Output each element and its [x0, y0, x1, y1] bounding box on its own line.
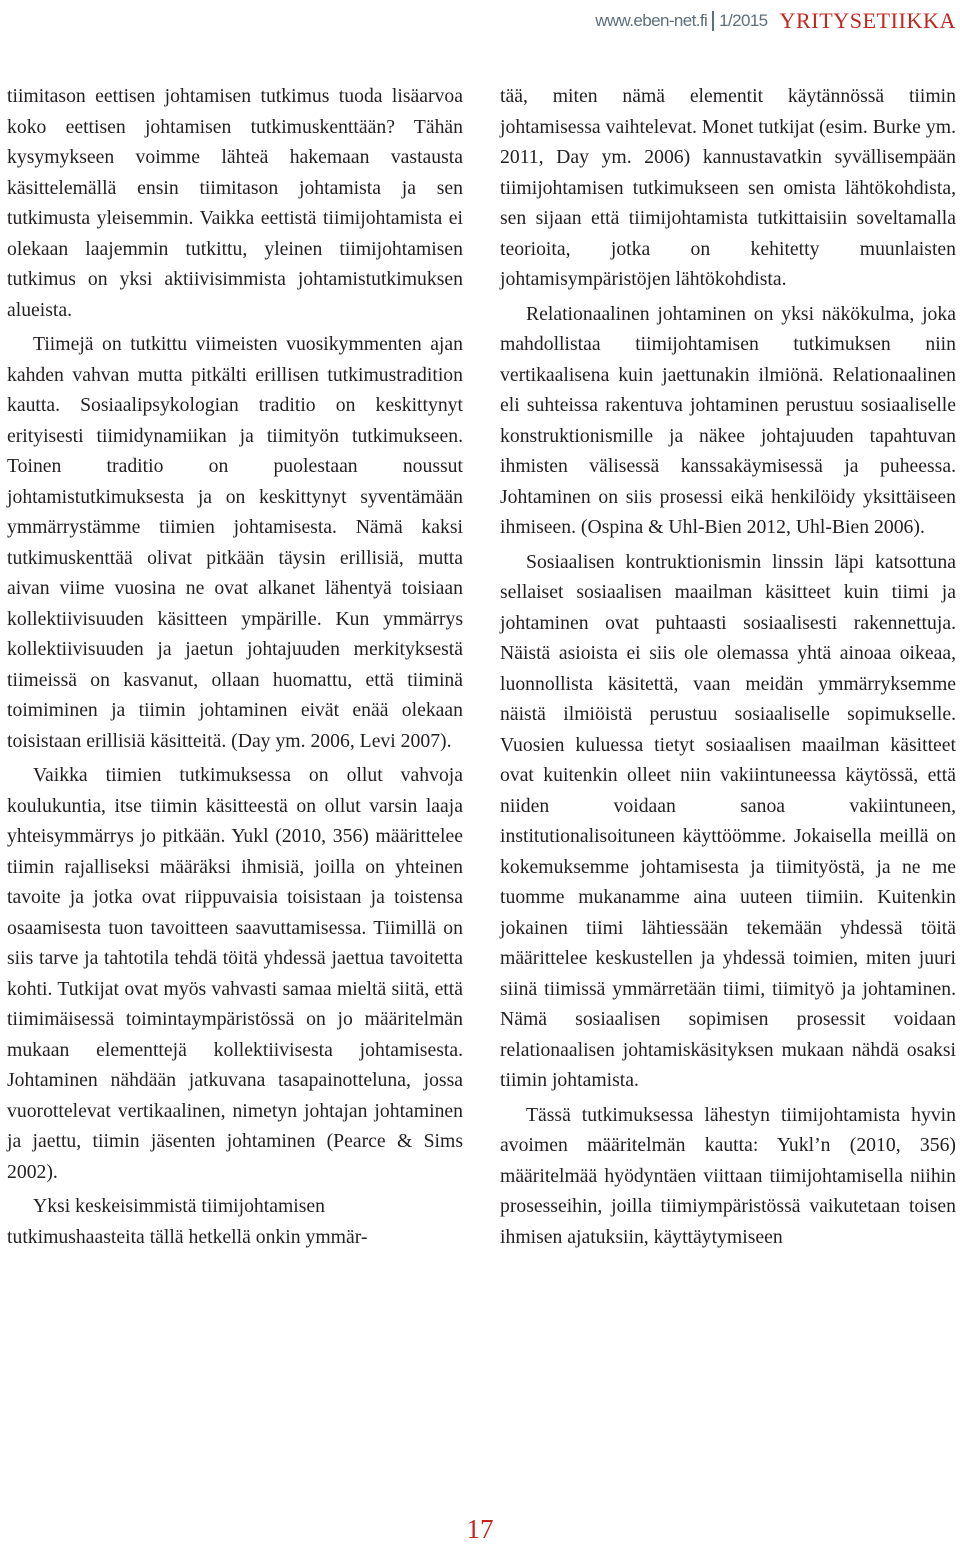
left-paragraph-4: Yksi keskeisimmistä tiimijohtamisen tutkimushaasteita tällä hetkellä onkin ymmär-	[7, 1195, 368, 1248]
left-column	[7, 81, 463, 1252]
right-paragraph-4: Tässä tutkimuksessa lähestyn tiimijohtamista hyvin avoimen määritelmän kautta: Yukl’n (2010, 356) määritelmää hyödyntäen viittaan tiimijohtamisella niihin prosesseihin, joilla tiimiympäristössä vaikutetaan toisen ihmisen ajatuksiin, käyttäytymiseen	[500, 1103, 956, 1248]
right-column	[500, 81, 956, 1252]
issue-number: 1/2015	[719, 11, 768, 30]
page-header	[595, 6, 956, 36]
header-divider	[712, 11, 714, 31]
section-title: YRITYSETIIKKA	[779, 8, 956, 33]
site-url: www.eben-net.fi	[595, 11, 708, 30]
left-paragraph-3: Vaikka tiimien tutkimuksessa on ollut vahvoja koulukuntia, itse tiimin käsitteestä on ollut varsin laaja yhteisymmärrys jo pitkään. Yukl (2010, 356) määrittelee tiimin rajalliseksi määräksi ihmisiä, joilla on yhteinen tavoite ja jotka ovat riippuvaisia toisistaan ja toistensa osaamisesta tuon tavoitteen saavuttamisessa. Tiimillä on siis tarve ja tahtotila tehdä töitä yhdessä jaettua tavoitetta kohti. Tutkijat ovat myös vahvasti samaa mieltä siitä, että tiimimäisessä toimintaympäristössä on jo määritelmän mukaan elementtejä kollektiivisesta johtamisesta. Johtaminen nähdään jatkuvana tasapainotteluna, jossa vuorottelevat vertikaalinen, nimetyn johtajan johtaminen ja jaettu, tiimin jäsenten johtaminen (Pearce & Sims 2002).	[7, 764, 463, 1183]
right-paragraph-2: Relationaalinen johtaminen on yksi näkökulma, joka mahdollistaa tiimijohtamisen tutkimuksen niin vertikaalisena kuin jaettunakin ilmiönä. Relationaalinen eli suhteissa rakentuva johtaminen perustuu sosiaaliselle konstruktionismille ja näkee johtajuuden tapahtuvan ihmisten välisessä kanssakäymisessä ja puheessa. Johtaminen on siis prosessi eikä henkilöidy yksittäiseen ihmiseen. (Ospina & Uhl-Bien 2012, Uhl-Bien 2006).	[500, 302, 956, 538]
left-paragraph-2: Tiimejä on tutkittu viimeisten vuosikymmenten ajan kahden vahvan mutta pitkälti erillisen tutkimustradition kautta. Sosiaalipsykologian traditio on keskittynyt erityisesti tiimidynamiikan ja tiimityön tutkimukseen. Toinen traditio on puolestaan noussut johtamistutkimuksesta ja on keskittynyt syventämään ymmärrystämme tiimien johtamisesta. Nämä kaksi tutkimuskenttää olivat pitkään täysin erillisiä, mutta aivan viime vuosina ne ovat alkanet lähentyä toisiaan kollektiivisuuden käsitteen ympärille. Kun ymmärrys kollektiivisuuden ja jaetun johtajuuden merkityksestä tiimeissä on kasvanut, ollaan huomattu, että tiiminä toimiminen ja tiimin johtaminen eivät enää olekaan toisistaan erillisiä käsitteitä. (Day ym. 2006, Levi 2007).	[7, 333, 463, 752]
left-paragraph-1: tiimitason eettisen johtamisen tutkimus tuoda lisäarvoa koko eettisen johtamisen tutkimuskenttään? Tähän kysymykseen voimme lähteä hakemaan vastausta käsittelemällä ensin tiimitason johtamista ja sen tutkimusta yleisemmin. Vaikka eettistä tiimijohtamista ei olekaan laajemmin tutkittu, yleinen tiimijohtamisen tutkimus on yksi aktiivisimmista johtamistutkimuksen alueista.	[7, 85, 463, 321]
right-paragraph-3: Sosiaalisen kontruktionismin linssin läpi katsottuna sellaiset sosiaalisen maailman käsitteet kuin tiimi ja johtaminen ovat puhtaasti sosiaalisesti rakennettuja. Näistä asioista ei siis ole olemassa yhtä ainoaa oikeaa, luonnollista käsitettä, vaan meidän ymmärryksemme näistä ilmiöistä perustuu sosiaaliselle sopimukselle. Vuosien kuluessa tietyt sosiaalisen maailman käsitteet ovat kuitenkin olleet niin vakiintuneessa käytössä, että niiden voidaan sanoa vakiintuneen, institutionalisoituneen käyttöömme. Jokaisella meillä on kokemuksemme johtamisesta ja tiimityöstä, ja ne me tuomme mukanamme aina uuteen tiimiin. Kuitenkin jokainen tiimi lähtiessään tekemään yhdessä töitä määrittelee keskustellen ja yhdessä toimien, miten juuri siinä tiimissä ymmärretään tiimi, tiimityö ja johtaminen. Nämä sosiaalisen sopimisen prosessit voidaan relationaalisen johtamiskäsityksen mukaan nähdä osaksi tiimin johtamista.	[500, 550, 956, 1091]
right-paragraph-1: tää, miten nämä elementit käytännössä tiimin johtamisessa vaihtelevat. Monet tutkijat (esim. Burke ym. 2011, Day ym. 2006) kannustavatkin syvällisempään tiimijohtamisen tutkimukseen sen omista lähtökohdista, sen sijaan että tiimijohtamista tutkittaisiin soveltamalla teorioita, jotka on kehitetty muunlaisten johtamisympäristöjen lähtökohdista.	[500, 85, 956, 290]
page-number: 17	[466, 1514, 494, 1544]
